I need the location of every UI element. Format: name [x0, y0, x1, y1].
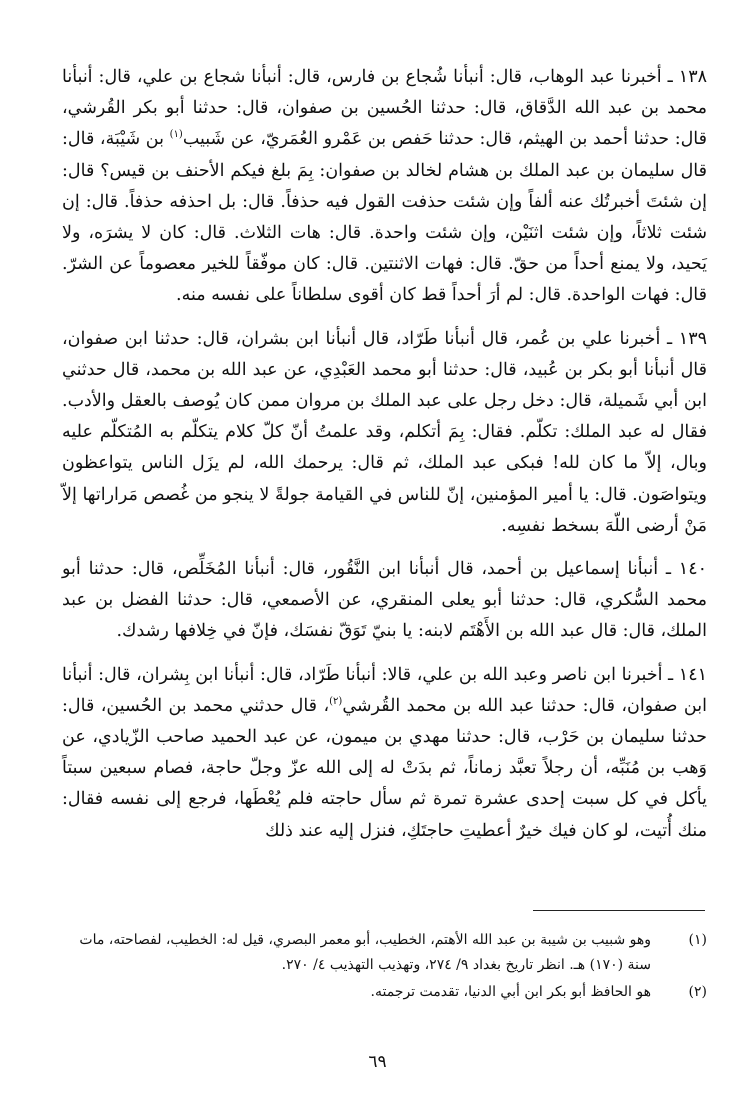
footnotes [62, 928, 707, 1007]
footnote-ref-1[interactable]: (١) [169, 129, 183, 141]
paragraph-text-continued: بن شَيْبَة، قال: قال سليمان بن عبد الملك بن هشام لخالد بن صفوان: بِمَ بلغ فيكم الأحنف بن قيس؟ قال: إن شئتَ أخبرتُك عنه ألفاً وإن شئت حذفت القول فيه حذفاً. قال: بل احذفه حذفاً. قال: إن شئت ثلاثاً، وإن شئت اثنَيْن، وإن شئت واحدة. قال: هات الثلاث. قال: كان لا يشرَه، ولا يَحيد، ولا يمنع أحداً من حقّ. قال: فهات الاثنتين. قال: كان موفّقاً للخير معصوماً عن الشرّ. قال: فهات الواحدة. قال: لم أرَ أحداً قط كان أقوى سلطاناً على نفسه منه. [62, 129, 707, 306]
paragraph-text: ١٤١ ـ أخبرنا ابن ناصر وعبد الله بن علي، قالا: أنبأنا طَرّاد، قال: أنبأنا ابن بِشران، قال: أنبأنا ابن صفوان، قال: حدثنا عبد الله بن محمد القُرشي [62, 664, 707, 716]
footnote-ref-2[interactable]: (٢) [329, 696, 343, 708]
footnote-2 [62, 980, 707, 1005]
paragraph-text-continued: ، قال حدثني محمد بن الحُسين، قال: حدثنا سليمان بن حَرْب، قال: حدثنا مهدي بن ميمون، عن عبد الحميد صاحب الزّيادي، عن وَهب بن مُنَبِّه، أن رجلاً تعبَّد زماناً، ثم بدَتْ له إلى الله عزّ وجلّ حاجة، فصام سبعين سبتاً يأكل في كل سبت إحدى عشرة تمرة ثم سأل حاجته فلم يُعْطَها، فرجع إلى نفسه فقال: منك أُتيت، لو كان فيك خيرٌ أعطيتِ حاجتَكِ، فنزل إليه عند ذلك [62, 695, 707, 841]
paragraph-text: ١٣٩ ـ أخبرنا علي بن عُمر، قال أنبأنا طَرّاد، قال أنبأنا ابن بشران، قال: حدثنا ابن صفوان، قال أنبأنا أبو بكر بن عُبيد، قال: حدثنا أبو محمد العَبْدِي، عن عبد الله بن محمد، قال حدثني ابن أبي شَميلة، قال: دخل رجل على عبد الملك بن مروان ممن كان يُوصف بالعقل والأدب. فقال له عبد الملك: تكلّم. فقال: بِمَ أتكلم، وقد علمتُ أنّ كلّ كلام يتكلّم به المُتكلّم عليه وبال، إلاّ ما كان لله! فبكى عبد الملك، ثم قال: يرحمك الله، لم يزَل الناس يتواعظون ويتواصَون. قال: يا أمير المؤمنين، إنّ للناس في القيامة جولةً لا ينجو من غُصص مَراراتها إلاّ مَنْ أرضى اللّهَ بسخط نفسِه. [62, 328, 707, 536]
main-text [62, 62, 707, 847]
paragraph-139 [62, 324, 707, 542]
footnote-text: هو الحافظ أبو بكر ابن أبي الدنيا، تقدمت ترجمته. [370, 984, 651, 1000]
footnote-number: (٢) [688, 984, 707, 1000]
paragraph-138 [62, 62, 707, 312]
paragraph-141 [62, 660, 707, 847]
footnote-text: وهو شبيب بن شيبة بن عبد الله الأهتم، الخطيب، أبو معمر البصري، قيل له: الخطيب، لفصاحته، مات سنة (١٧٠) هـ. انظر تاريخ بغداد ٩/ ٢٧٤، وتهذيب التهذيب ٤/ ٢٧٠. [79, 932, 651, 973]
footnote-number: (١) [688, 932, 707, 948]
paragraph-140 [62, 554, 707, 648]
page-number: ٦٩ [368, 1052, 387, 1072]
footnote-divider [533, 910, 705, 911]
footnote-1 [62, 928, 707, 978]
paragraph-text: ١٤٠ ـ أنبأنا إسماعيل بن أحمد، قال أنبأنا ابن النَّقُور، قال: أنبأنا المُخَلِّص، قال: حدثنا أبو محمد السُّكري، قال: حدثنا أبو يعلى المنقري، عن الأصمعي، قال: حدثنا الفضل بن عبد الملك، قال: قال عبد الله بن الأَهْتَم لابنه: يا بنيّ تَوَقّ نفسَك، فإنّ في خِلافها رشدك. [62, 559, 707, 642]
paragraph-text: ١٣٨ ـ أخبرنا عبد الوهاب، قال: أنبأنا شُجاع بن فارس، قال: أنبأنا شجاع بن علي، قال: أنبأنا محمد بن عبد الله الدَّقاق، قال: حدثنا الحُسين بن صفوان، قال: حدثنا أبو بكر القُرشي، قال: حدثنا أحمد بن الهيثم، قال: حدثنا حَفص بن عَمْرو العُمَريّ، عن شَبيب [62, 67, 708, 150]
